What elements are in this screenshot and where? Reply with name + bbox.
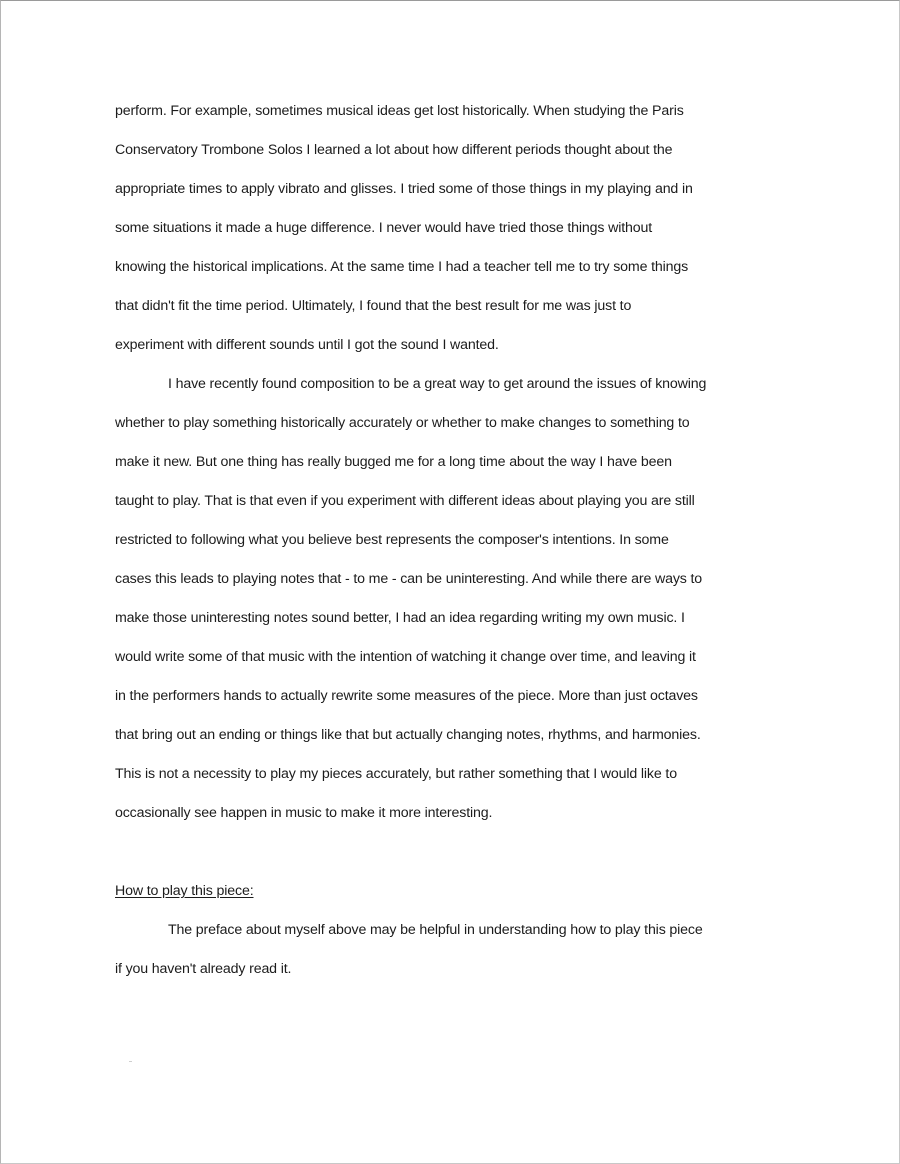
- paragraph-line: that didn't fit the time period. Ultimately, I found that the best result for me was just to: [115, 298, 632, 314]
- paragraph-line: appropriate times to apply vibrato and glisses. I tried some of those things in my playing and in: [115, 181, 693, 197]
- paragraph-line: Conservatory Trombone Solos I learned a lot about how different periods thought about the: [115, 142, 673, 158]
- paragraph-line: make it new. But one thing has really bugged me for a long time about the way I have been: [115, 454, 672, 470]
- paragraph-line: in the performers hands to actually rewrite some measures of the piece. More than just octaves: [115, 688, 698, 704]
- paragraph-line: The preface about myself above may be helpful in understanding how to play this piece: [168, 922, 703, 938]
- paragraph-line: occasionally see happen in music to make it more interesting.: [115, 805, 493, 821]
- scan-speck: [129, 1061, 132, 1062]
- paragraph-line: if you haven't already read it.: [115, 961, 292, 977]
- paragraph-line: I have recently found composition to be a great way to get around the issues of knowing: [168, 376, 707, 392]
- paragraph-line: This is not a necessity to play my pieces accurately, but rather something that I would like to: [115, 766, 677, 782]
- paragraph-line: taught to play. That is that even if you experiment with different ideas about playing you are still: [115, 493, 695, 509]
- paragraph-line: would write some of that music with the intention of watching it change over time, and leaving it: [115, 649, 696, 665]
- paragraph-line: knowing the historical implications. At the same time I had a teacher tell me to try some things: [115, 259, 689, 275]
- paragraph-line: make those uninteresting notes sound better, I had an idea regarding writing my own music. I: [115, 610, 685, 626]
- paragraph-line: whether to play something historically accurately or whether to make changes to something to: [115, 415, 690, 431]
- paragraph-line: experiment with different sounds until I got the sound I wanted.: [115, 337, 499, 353]
- paragraph-line: perform. For example, sometimes musical ideas get lost historically. When studying the Paris: [115, 103, 684, 119]
- paragraph-line: restricted to following what you believe best represents the composer's intentions. In some: [115, 532, 669, 548]
- paragraph-line: that bring out an ending or things like that but actually changing notes, rhythms, and harmonies.: [115, 727, 701, 743]
- paragraph-line: cases this leads to playing notes that - to me - can be uninteresting. And while there are ways to: [115, 571, 703, 587]
- paragraph-line: some situations it made a huge difference. I never would have tried those things without: [115, 220, 653, 236]
- section-heading: How to play this piece:: [115, 883, 254, 899]
